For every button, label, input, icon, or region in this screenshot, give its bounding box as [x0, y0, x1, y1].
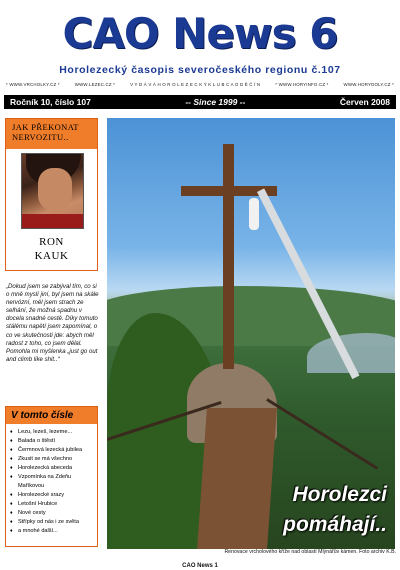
issue-bar	[4, 95, 396, 109]
list-item[interactable]: ♦ Horolezecké srazy	[10, 492, 65, 498]
bullet-icon: ♦	[10, 429, 13, 435]
publisher-text: V Y D Á V Á H O R O L E Z E C K Ý K L U B C A O D Ě Č Í N	[130, 81, 261, 87]
photo-slogan	[237, 480, 387, 540]
list-item[interactable]: ♦ Čermnová lezecká jubilea	[10, 447, 83, 453]
issue-since: -- Since 1999 --	[185, 97, 246, 107]
bullet-icon: ♦	[10, 465, 13, 471]
bullet-icon: ♦	[10, 492, 13, 498]
feature-name	[6, 235, 97, 263]
feature-name-first: RON	[39, 236, 64, 248]
slogan-line-1: Horolezci	[292, 483, 387, 506]
photo-caption: Renovace vrcholového kříže nad oblastí Mlýnářův kámen. Foto archiv K.B.	[224, 549, 396, 555]
bullet-icon: ♦	[10, 447, 13, 453]
contents-list	[6, 424, 97, 536]
list-item[interactable]: ♦ Zkusit se má všechno	[10, 456, 73, 462]
bullet-icon: ♦	[10, 474, 13, 480]
url-bar	[6, 79, 394, 89]
list-item[interactable]: ♦ Horolezecká abeceda	[10, 465, 73, 471]
bullet-icon: ♦	[10, 501, 13, 507]
list-item[interactable]: ♦ Balada o štěstí	[10, 438, 56, 444]
photo-climber	[249, 198, 259, 230]
portrait-face	[38, 168, 72, 212]
bullet-icon: ♦	[10, 438, 13, 444]
list-item[interactable]: ♦ Střípky od nás i ze světa	[10, 519, 79, 525]
link-horydoly[interactable]: WWW.HORYDOLY.CZ *	[343, 81, 394, 87]
feature-heading: JAK PŘEKONAT NERVOZITU..	[6, 119, 97, 149]
bullet-icon: ♦	[10, 519, 13, 525]
list-item[interactable]: ♦ Lezu, lezeš, lezeme...	[10, 429, 73, 435]
slogan-line-2: pomáhají..	[283, 513, 387, 536]
newsletter-title: CAO News 6	[62, 9, 338, 58]
feature-box	[5, 118, 98, 271]
cross-upright	[223, 144, 234, 369]
bullet-icon: ♦	[10, 456, 13, 462]
newsletter-subtitle: Horolezecký časopis severočeského regionu č.107	[59, 64, 341, 76]
cover-photo	[107, 118, 395, 549]
list-item[interactable]: ♦ Letošní Hrubice	[10, 501, 58, 507]
page-footer: CAO News 1	[182, 563, 218, 569]
link-lezec[interactable]: WWW.LEZEC.CZ *	[74, 81, 116, 87]
link-vrcholky[interactable]: * WWW.VRCHOLKY.CZ *	[6, 81, 60, 87]
list-item[interactable]: ♦ a mnohé další...	[10, 528, 58, 534]
link-horyinfo[interactable]: * WWW.HORYINFO.CZ *	[275, 81, 329, 87]
bullet-icon: ♦	[10, 528, 13, 534]
list-item[interactable]: ♦ Vzpomínka na Zdeňu Maříkovou	[10, 474, 72, 489]
photo-railing-right	[266, 398, 378, 469]
contents-heading: V tomto čísle	[6, 407, 97, 424]
issue-volume: Ročník 10, číslo 107	[10, 97, 91, 107]
feature-name-last: KAUK	[34, 250, 69, 262]
masthead	[0, 0, 400, 96]
portrait-shirt	[22, 214, 84, 229]
issue-date: Červen 2008	[339, 97, 390, 107]
list-item[interactable]: ♦ Nové cesty	[10, 510, 46, 516]
climber-portrait	[21, 153, 84, 229]
contents-box	[5, 406, 98, 547]
feature-quote: „Dokud jsem se zabýval tím, co si o mně myslí jiní, byl jsem na skále nervózní, měl jsem strach ze selhání, že možná spadnu v docela snadné cestě. Díky tomuto stálému napětí jsem zapomínal, o co ve skutečnosti jde: abych měl radost z toho, co jsem dělal. Pomohla mi myšlenka „just go out and climb like shit..“	[6, 283, 99, 363]
bullet-icon: ♦	[10, 510, 13, 516]
